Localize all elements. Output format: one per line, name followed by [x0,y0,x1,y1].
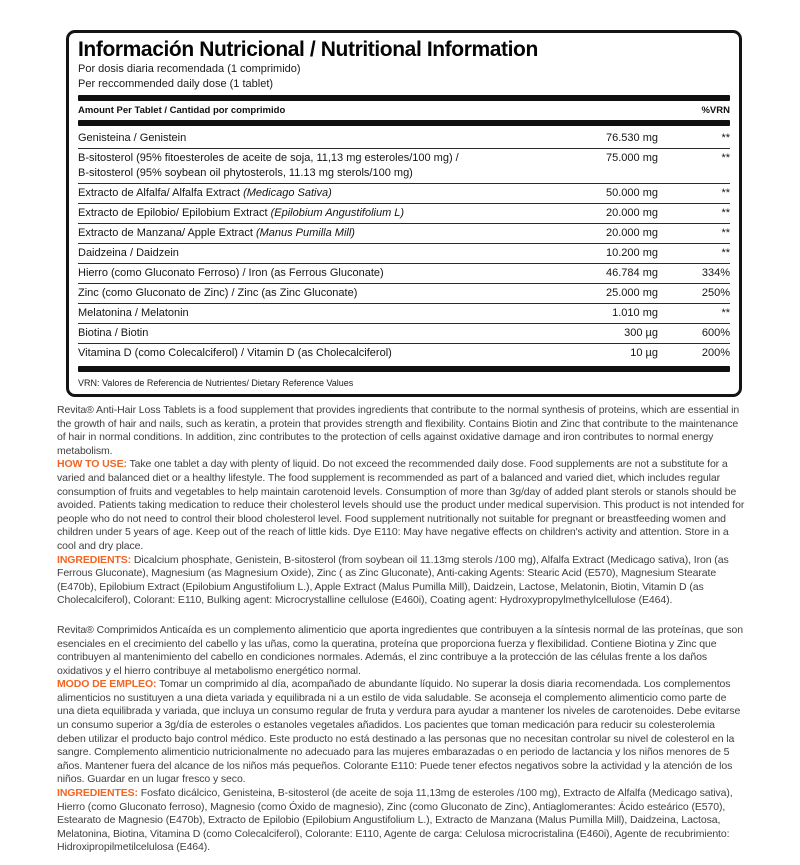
ingredients-en-text: Dicalcium phosphate, Genistein, B-sitosterol (from soybean oil 11.13mg sterols /100 mg), Alfalfa Extract (Medicago sativa), Iron (as Ferrous Gluconate), Magnesium (as Magnesium Oxide), Zinc ( as Zinc Gluconate), Anti-caking Agents: Stearic Acid (E570), Magnesium Stearate (E470b), Epilobium Extract (Epilobium Angustifolium L.), Apple Extract (Malus Pumilla Mill), Daidzein, Lactose, Melatonin, Biotin, Vitamin D (as Cholecalciferol), Colorant: E110, Bulking agent: Microcrystalline cellulose (E460i), Coating agent: Hydroxypropylmethylcellulose (E464). [57,553,729,607]
column-header-amount: Amount Per Tablet / Cantidad por comprimido [78,105,286,116]
nutrient-scientific-name: (Medicago Sativa) [243,187,332,199]
nutrient-amount: 50.000 mg [606,187,658,199]
serving-line-en: Per reccommended daily dose (1 tablet) [78,78,274,90]
ingredients-en-paragraph [57,554,746,608]
nutrient-name-text: Extracto de Manzana/ Apple Extract [78,227,256,239]
nutrient-amount: 1.010 mg [612,307,658,319]
column-header-vrn: %VRN [701,105,730,116]
nutrient-name-line1: B-sitosterol (95% fitoesteroles de aceite de soja, 11,13 mg esteroles/100 mg) / [78,152,459,164]
thick-divider [78,366,730,372]
modo-de-empleo-text: Tomar un comprimido al día, acompañado de abundante líquido. No superar la dosis diaria recomendada. Los complementos alimenticios no sustituyen a una dieta variada y equilibrada ni a un estilo de vida saludable. Se aconseja el complemento alimenticio como parte de una dieta equilibrada y variada, que incluya un consumo regular de fruta y verdura para ayudar a mantener los niveles de carotenoides. Debe evitarse un consumo superior a 3g/día de esteroles o estanoles vegetales añadidos. Los pacientes que toman medicación para reducir su colesterolemia deben utilizar el producto bajo control médico. Este producto no está destinado a las personas que no necesitan controlar su nivel de colesterol en la sangre. Complemento alimenticio nutricionalmente no adecuado para las mujeres embarazadas o en periodo de lactancia y los niños menores de 5 años. Mantener fuera del alcance de los niños más pequeños. Colorante E110: Puede tener efectos negativos sobre la actividad y la atención de los niños. Guardar en un lugar fresco y seco. [57,678,741,786]
description-en-text: Revita® Anti-Hair Loss Tablets is a food supplement that provides ingredients that contribute to the normal synthesis of proteins, which are essential in the growth of hair and nails, such as keratin, a protein that provides strength and flexibility. Contains Biotin and Zinc that contribute to the maintenance of hair in normal conditions. In addition, zinc contributes to the protection of cells against oxidative damage and iron contributes to normal energy metabolism. [57,404,740,457]
nutrient-vrn: 334% [701,267,730,279]
nutrient-name [78,151,553,181]
nutrient-vrn: ** [721,207,730,219]
nutrient-amount: 76.530 mg [606,132,658,144]
nutrient-amount: 75.000 mg [606,152,658,164]
table-row-zinc [78,284,730,304]
nutrient-name: Vitamina D (como Colecalciferol) / Vitamin D (as Cholecalciferol) [78,347,392,359]
nutrient-vrn: ** [721,132,730,144]
panel-title: Información Nutricional / Nutritional Information [78,38,538,61]
spanish-info-block [57,624,746,855]
table-row-vitamin-d [78,344,730,363]
nutrient-vrn: 200% [701,347,730,359]
nutrient-vrn: ** [721,307,730,319]
nutrient-name: Biotina / Biotin [78,327,149,339]
nutrient-amount: 10.200 mg [606,247,658,259]
nutrient-table [78,129,730,363]
table-row-genistein [78,129,730,149]
ingredientes-es-label: INGREDIENTES: [57,787,138,800]
how-to-use-label: HOW TO USE: [57,458,127,471]
nutrient-amount: 25.000 mg [606,287,658,299]
description-es-paragraph [57,624,746,678]
nutrient-amount: 300 µg [624,327,658,339]
how-to-use-paragraph [57,458,746,553]
nutrient-name-text: Extracto de Alfalfa/ Alfalfa Extract [78,187,244,199]
nutrient-vrn: 600% [701,327,730,339]
nutrient-name: Daidzeina / Daidzein [78,247,179,259]
ingredientes-es-paragraph [57,787,746,855]
nutrient-name [78,206,553,221]
nutrient-vrn: ** [721,247,730,259]
table-row-biotin [78,324,730,344]
how-to-use-text: Take one tablet a day with plenty of liquid. Do not exceed the recommended daily dose. Food supplements are not a substitute for a varied and balanced diet or a healthy lifestyle. The food supplement is recommended as part of a balanced and varied diet, which includes regular consumption of fruits and vegetables to help maintain carotenoid levels. Consumption of more than 3g/day of added plant sterols or stanols should be avoided. Patients taking medication to reduce their cholesterol levels should use the product under medical supervision. This product is not intended for people who do not need to control their blood cholesterol level. Food supplement nutritionally not suitable for pregnant or breastfeeding women and children under 5 years of age. Keep out of the reach of little kids. Dye E110: May have negative effects on children's activity and attention. Store in a cool and dry place. [57,458,745,552]
nutrient-amount: 20.000 mg [606,227,658,239]
nutrient-vrn: ** [721,187,730,199]
nutrient-amount: 20.000 mg [606,207,658,219]
nutrient-name: Genisteina / Genistein [78,132,187,144]
modo-de-empleo-paragraph [57,678,746,787]
nutrient-name [78,226,553,241]
ingredients-en-label: INGREDIENTS: [57,553,132,566]
ingredientes-es-text: Fosfato dicálcico, Genisteina, B-sitosterol (de aceite de soja 11,13mg de esteroles /100 mg), Extracto de Alfalfa (Medicago sativa), Hierro (como Gluconato ferroso), Magnesio (como Óxido de magnesio), Zinc (como Gluconato de Zinc), Antiaglomerantes: Ácido esteárico (E570), Estearato de Magnesio (E470b), Extracto de Epilobio (Epilobium Angustifolium L.), Extracto de Manzana (Malus Pumilla Mill), Daidzeina, Lactosa, Melatonina, Biotina, Vitamina D (como Colecalciferol), Colorante: E110, Agente de carga: Celulosa microcristalina (E460i), Agente de recubrimiento: Hidroxipropilmetilcelulosa (E464). [57,787,733,854]
table-row-b-sitosterol [78,149,730,184]
column-header-row [78,104,730,117]
table-row-melatonin [78,304,730,324]
vrn-footnote: VRN: Valores de Referencia de Nutrientes/ Dietary Reference Values [78,378,354,388]
description-en-paragraph [57,404,746,458]
nutrient-name: Hierro (como Gluconato Ferroso) / Iron (as Ferrous Gluconate) [78,267,384,279]
table-row-epilobium-extract [78,204,730,224]
english-info-block [57,404,746,608]
nutrient-scientific-name: (Manus Pumilla Mill) [255,227,355,239]
nutrient-vrn: 250% [701,287,730,299]
nutrient-name-line2: B-sitosterol (95% soybean oil phytosterols, 11.13 mg sterols/100 mg) [78,167,413,179]
nutrient-scientific-name: (Epilobium Angustifolium L) [270,207,405,219]
nutrition-facts-panel [66,30,742,397]
nutrient-name [78,186,553,201]
table-row-alfalfa-extract [78,184,730,204]
nutrient-name-text: Extracto de Epilobio/ Epilobium Extract [78,207,271,219]
serving-line-es: Por dosis diaria recomendada (1 comprimido) [78,63,301,75]
nutrient-name: Melatonina / Melatonin [78,307,189,319]
nutrient-vrn: ** [721,227,730,239]
table-row-daidzein [78,244,730,264]
thick-divider [78,95,730,101]
nutrient-amount: 10 µg [630,347,658,359]
nutrient-name: Zinc (como Gluconato de Zinc) / Zinc (as Zinc Gluconate) [78,287,358,299]
nutrient-vrn: ** [721,152,730,164]
modo-de-empleo-label: MODO DE EMPLEO: [57,678,157,691]
description-es-text: Revita® Comprimidos Anticaída es un complemento alimenticio que aporta ingredientes que contribuyen a la síntesis normal de las proteínas, que son esenciales en el crecimiento del cabello y las uñas, como la queratina, proteína que proporciona fuerza y flexibilidad. Contiene Biotina y Zinc que contribuyen al mantenimiento del cabello en condiciones normales. Además, el zinc contribuye a la protección de las células frente a los daños oxidativos y el hierro contribuye al metabolismo energético normal. [57,623,743,677]
thick-divider [78,120,730,126]
nutrient-amount: 46.784 mg [606,267,658,279]
table-row-apple-extract [78,224,730,244]
table-row-iron [78,264,730,284]
